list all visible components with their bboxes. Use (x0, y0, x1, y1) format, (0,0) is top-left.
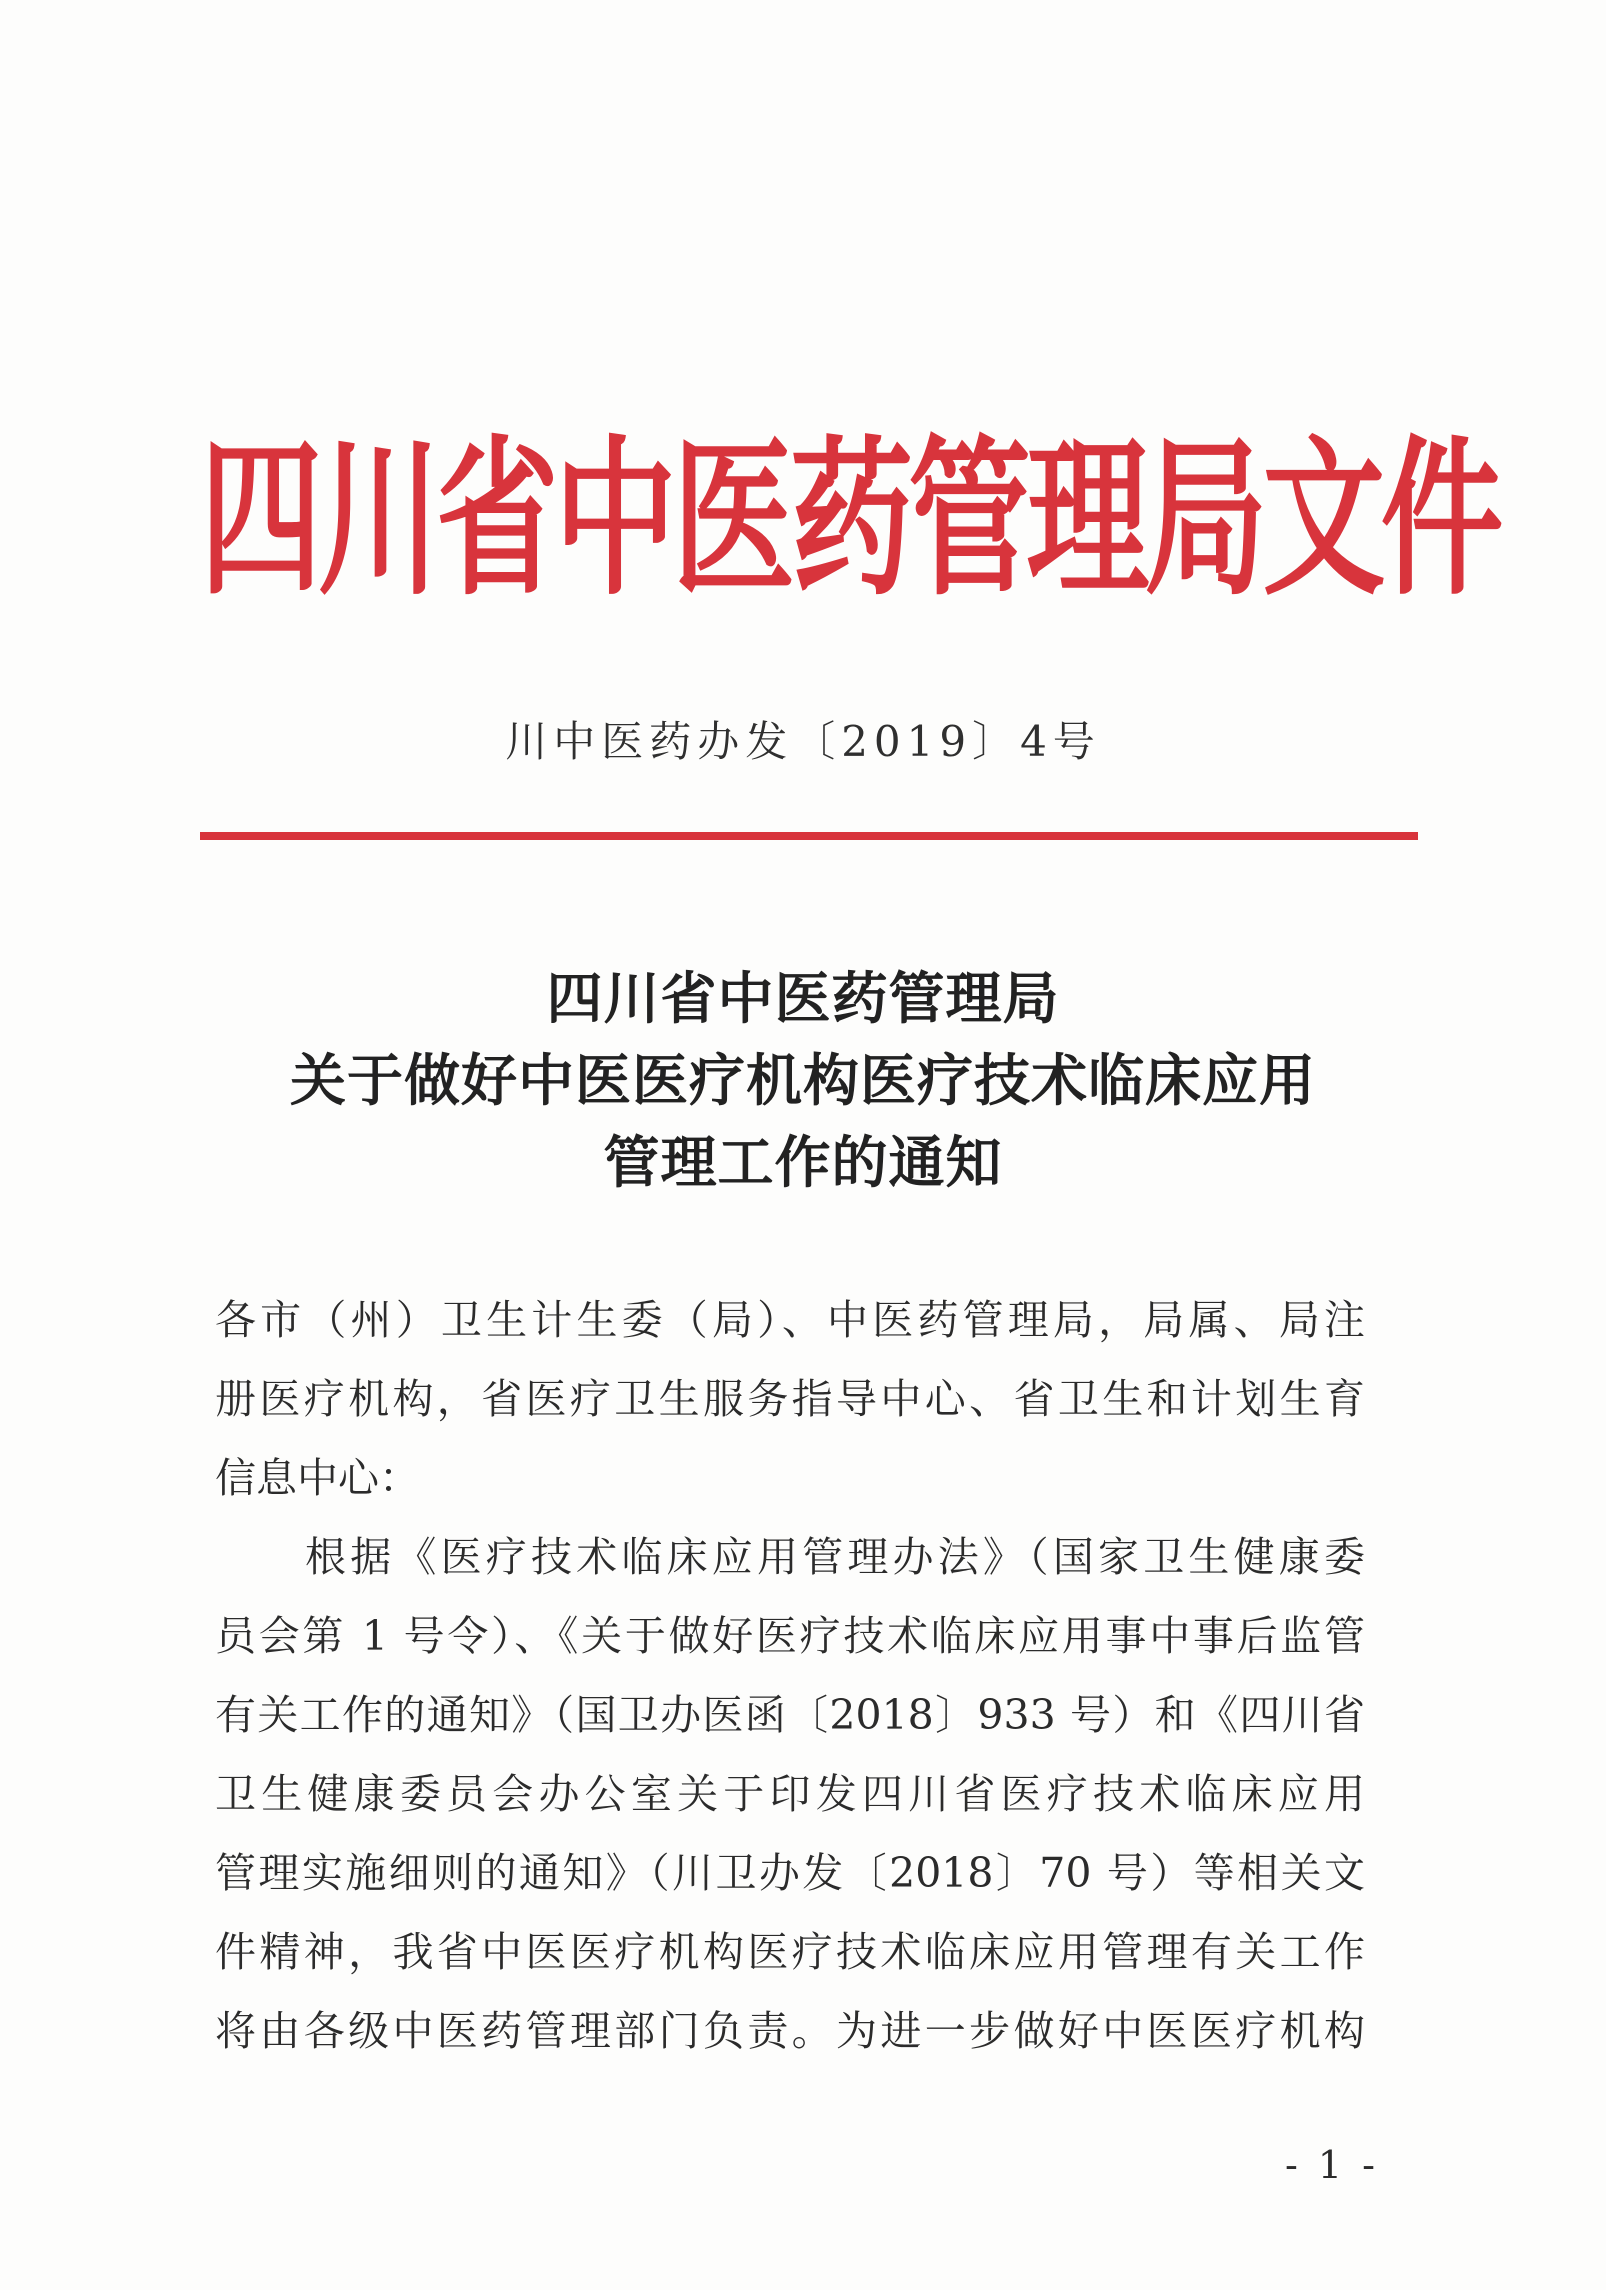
masthead-title: 四川省中医药管理局文件 (200, 421, 1499, 619)
notice-title-line-3: 管理工作的通知 (603, 1131, 1003, 1196)
addressee-line-1: 各市（州）卫生计生委（局）、中医药管理局，局属、局注 (215, 1296, 1365, 1344)
addressee-line-3: 信息中心： (215, 1454, 420, 1502)
body-paragraph-line-7: 将由各级中医药管理部门负责。为进一步做好中医医疗机构 (215, 2007, 1365, 2055)
addressee-line-2: 册医疗机构，省医疗卫生服务指导中心、省卫生和计划生育 (215, 1375, 1365, 1423)
body-paragraph-line-6: 件精神，我省中医医疗机构医疗技术临床应用管理有关工作 (215, 1928, 1365, 1976)
notice-title-line-1: 四川省中医药管理局 (546, 967, 1060, 1032)
notice-title-line-2: 关于做好中医医疗机构医疗技术临床应用 (290, 1049, 1316, 1114)
document-number: 川中医药办发〔2019〕4号 (505, 717, 1101, 766)
page-number: - 1 - (1285, 2143, 1380, 2187)
body-paragraph-line-5: 管理实施细则的通知》（川卫办发〔2018〕70 号）等相关文 (215, 1849, 1365, 1897)
body-paragraph-line-4: 卫生健康委员会办公室关于印发四川省医疗技术临床应用 (215, 1770, 1365, 1818)
body-paragraph-line-3: 有关工作的通知》（国卫办医函〔2018〕933 号）和《四川省 (215, 1691, 1365, 1739)
body-paragraph-line-1: 根据《医疗技术临床应用管理办法》（国家卫生健康委 (305, 1533, 1365, 1581)
red-divider-line (200, 832, 1418, 840)
body-paragraph-line-2: 员会第 1 号令）、《关于做好医疗技术临床应用事中事后监管 (215, 1612, 1365, 1660)
